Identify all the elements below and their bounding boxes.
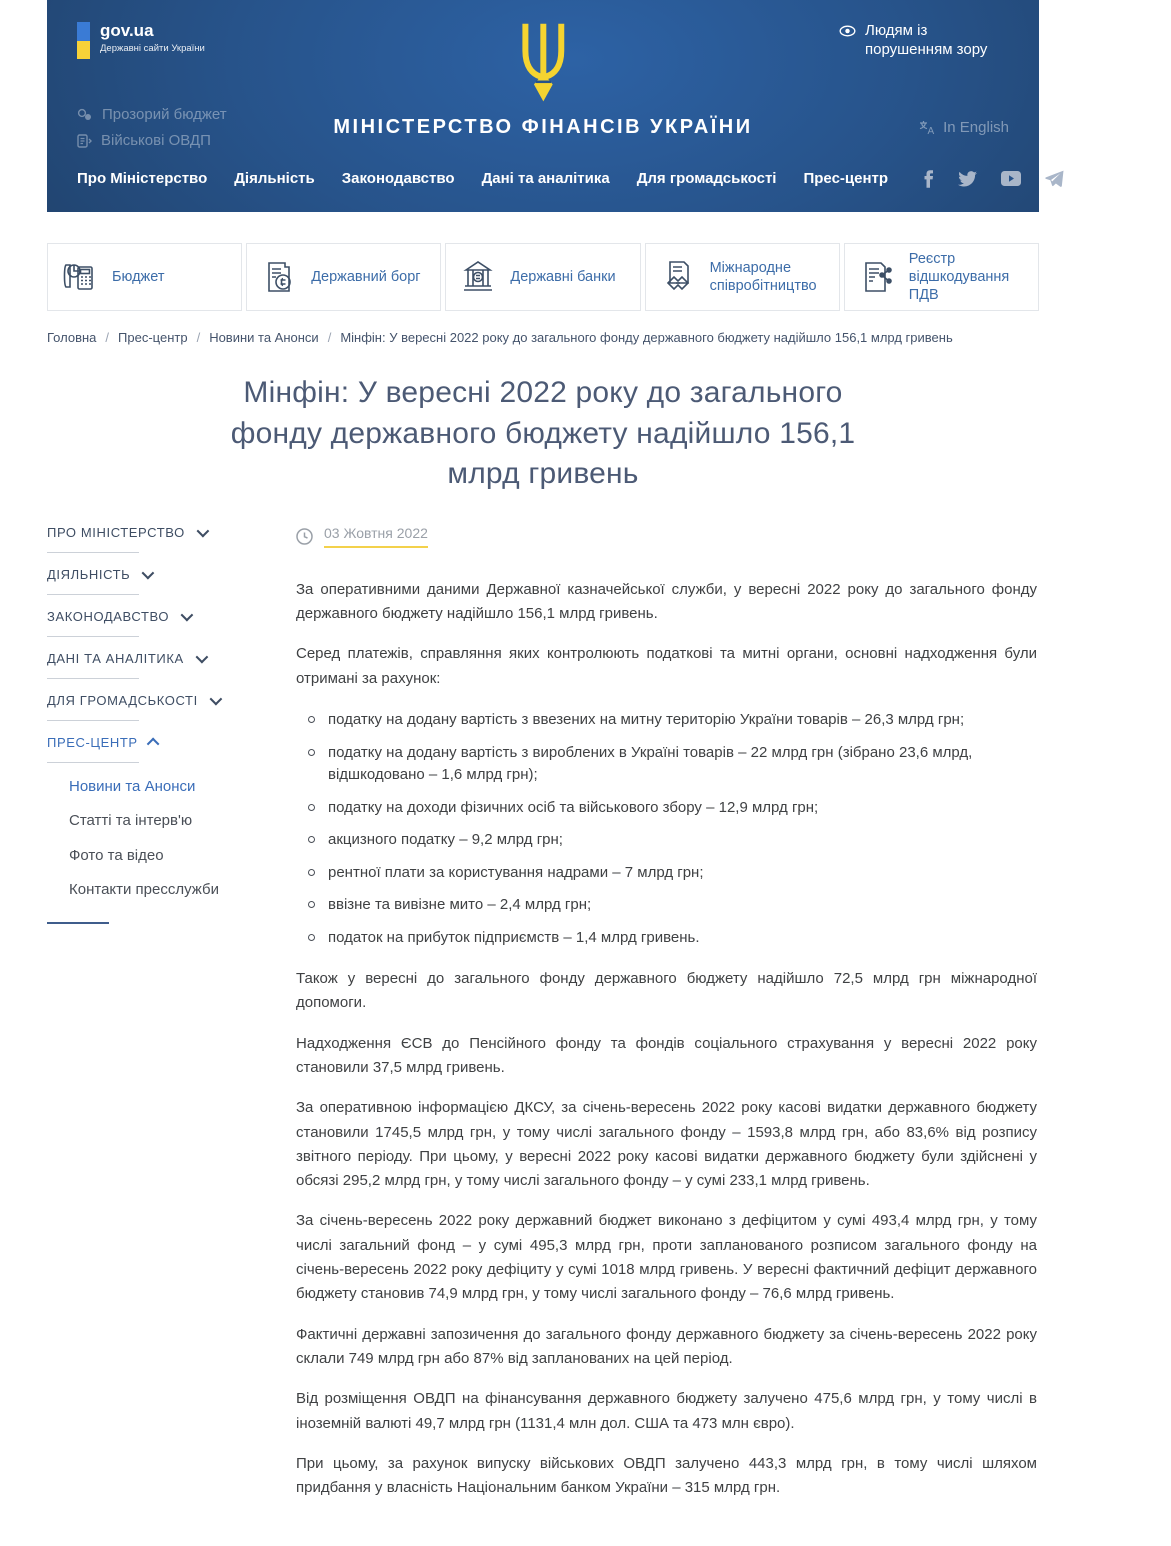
sidebar-divider xyxy=(47,636,139,637)
sidebar-divider xyxy=(47,552,139,553)
breadcrumb-separator: / xyxy=(327,330,332,346)
chevron-down-icon xyxy=(142,567,155,580)
submenu-item-news[interactable]: Новини та Анонси xyxy=(69,777,196,795)
bullet-icon xyxy=(308,836,315,843)
registry-share-icon xyxy=(857,257,897,297)
breadcrumb-separator: / xyxy=(196,330,201,346)
military-bonds-label: Військові ОВДП xyxy=(101,132,211,149)
submenu-item-articles[interactable]: Статті та інтерв'ю xyxy=(69,812,193,830)
ukraine-flag-icon xyxy=(77,22,90,59)
sidebar-divider xyxy=(47,678,139,679)
chevron-up-icon xyxy=(146,737,159,750)
nav-item-about[interactable]: Про Міністерство xyxy=(77,170,208,187)
list-item-text: акцизного податку – 9,2 млрд грн; xyxy=(328,831,563,849)
submenu-item-photo-video[interactable]: Фото та відео xyxy=(69,846,164,864)
article-paragraph: Фактичні державні запозичення до загального фонду державного бюджету за січень-вересень 2022 року склали 749 млрд грн або 87% від запланованих на цей період. xyxy=(296,1325,1037,1367)
gov-ua-logo[interactable] xyxy=(77,22,516,59)
list-item-text: податку на доходи фізичних осіб та військового збору – 12,9 млрд грн; xyxy=(328,798,819,816)
list-item xyxy=(308,742,1037,787)
page-title: Мінфін: У вересні 2022 року до загального фонду державного бюджету надійшло 156,1 млрд гривень xyxy=(230,376,856,491)
low-vision-icon xyxy=(839,24,856,38)
quick-link-international[interactable] xyxy=(645,243,840,311)
handshake-document-icon xyxy=(658,257,698,297)
bullet-icon xyxy=(308,716,315,723)
quick-link-label: Реєстр відшкодування ПДВ xyxy=(908,251,1010,304)
bullet-icon xyxy=(308,869,315,876)
nav-item-data-analytics[interactable]: Дані та аналітика xyxy=(481,170,610,187)
bullet-icon xyxy=(308,934,315,941)
quick-link-label: Державний борг xyxy=(311,269,421,286)
search-button[interactable] xyxy=(1096,169,1171,188)
submenu-item-press-contacts[interactable]: Контакти пресслужби xyxy=(69,881,219,899)
article-paragraph: Також у вересні до загального фонду державного бюджету надійшло 72,5 млрд грн міжнародної допомоги. xyxy=(296,970,1037,1012)
breadcrumb-separator: / xyxy=(105,330,110,346)
bullet-icon xyxy=(308,804,315,811)
sidebar-item-legislation[interactable] xyxy=(47,609,296,624)
sidebar-item-press-center[interactable] xyxy=(47,735,296,750)
chevron-down-icon xyxy=(196,525,209,538)
sidebar-item-label: ПРЕС-ЦЕНТР xyxy=(47,734,138,750)
article-paragraph: За оперативною інформацією ДКСУ, за січень-вересень 2022 року касові видатки державного бюджету становили 1745,5 млрд грн, у тому числі загального фонду – 1593,8 млрд грн, або 83,6% від розпису звітного періоду. При цьому, у вересні 2022 року касові видатки державного бюджету були здійснені у обсязі 295,2 млрд грн, у тому числі загального фонду – у сумі 233,1 млрд гривень. xyxy=(296,1099,1037,1190)
language-switch-link[interactable] xyxy=(919,119,1009,136)
nav-item-press-center[interactable]: Прес-центр xyxy=(803,170,889,187)
sidebar-divider xyxy=(47,762,139,763)
transparent-budget-label: Прозорий бюджет xyxy=(102,106,227,123)
article-paragraph: При цьому, за рахунок випуску військових ОВДП залучено 443,3 млрд грн, в тому числі шляхом придбання у власність Національним банком України – 315 млрд грн. xyxy=(296,1454,1037,1497)
translate-icon xyxy=(919,120,935,135)
debt-document-icon xyxy=(259,257,299,297)
nav-item-legislation[interactable]: Законодавство xyxy=(341,170,455,187)
quick-link-label: Державні банки xyxy=(510,269,616,286)
chevron-down-icon xyxy=(209,693,222,706)
publish-date: 03 Жовтня 2022 xyxy=(324,525,428,548)
article-body xyxy=(296,578,1039,1501)
sidebar-item-label: ДІЯЛЬНІСТЬ xyxy=(47,566,131,582)
breadcrumb-news[interactable]: Новини та Анонси xyxy=(209,330,319,346)
list-item xyxy=(308,829,1037,852)
clock-icon xyxy=(296,528,313,545)
bullet-icon xyxy=(308,901,315,908)
article-paragraph: За оперативними даними Державної казначейської служби, у вересні 2022 року до загального фонду державного бюджету надійшло 156,1 млрд гривень. xyxy=(296,580,1037,623)
sidebar-end-divider xyxy=(47,922,109,924)
calculator-icon xyxy=(60,257,100,297)
breadcrumb-home[interactable]: Головна xyxy=(47,330,97,346)
sidebar-item-public[interactable] xyxy=(47,693,296,708)
gov-ua-logo-subtitle: Державні сайти України xyxy=(100,42,205,54)
list-item xyxy=(308,894,1037,917)
svg-text:A: A xyxy=(927,126,935,137)
quick-link-label: Міжнародне співробітництво xyxy=(709,260,817,295)
sidebar-item-label: ПРО МІНІСТЕРСТВО xyxy=(47,524,185,540)
nav-item-public[interactable]: Для громадськості xyxy=(636,170,777,187)
article-paragraph: Серед платежів, справляння яких контролюють податкові та митні органи, основні надходження були отримані за рахунок: xyxy=(296,645,1037,687)
bonds-document-icon xyxy=(77,134,92,148)
list-item-text: податок на прибуток підприємств – 1,4 млрд гривень. xyxy=(328,928,700,946)
quick-link-vat-registry[interactable] xyxy=(844,243,1039,311)
list-item-text: податку на додану вартість з ввезених на митну територію України товарів – 26,3 млрд грн; xyxy=(328,711,965,729)
coins-icon xyxy=(77,108,93,122)
quick-link-state-banks[interactable] xyxy=(445,243,640,311)
quick-link-label: Бюджет xyxy=(112,269,165,286)
sidebar-divider xyxy=(47,720,139,721)
list-item xyxy=(308,797,1037,820)
transparent-budget-link[interactable] xyxy=(77,106,333,123)
list-item xyxy=(308,927,1037,950)
list-item-text: ввізне та вивізне мито – 2,4 млрд грн; xyxy=(328,896,592,914)
search-label: Пошук xyxy=(1123,170,1171,187)
quick-link-budget[interactable] xyxy=(47,243,242,311)
sidebar-item-label: ЗАКОНОДАВСТВО xyxy=(47,608,170,624)
list-item-text: рентної плати за користування надрами – 7 млрд грн; xyxy=(328,863,704,881)
accessibility-label: Людям із порушенням зору xyxy=(865,22,988,58)
sidebar-item-data-analytics[interactable] xyxy=(47,651,296,666)
sidebar-menu xyxy=(47,517,296,1517)
list-item-text: податку на додану вартість з вироблених в Україні товарів – 22 млрд грн (зібрано 23,6 млрд, відшкодовано – 1,6 млрд грн); xyxy=(328,743,973,784)
list-item xyxy=(308,709,1037,732)
gov-ua-logo-title: gov.ua xyxy=(100,21,154,40)
youtube-icon[interactable] xyxy=(1001,171,1021,186)
nav-item-activity[interactable]: Діяльність xyxy=(234,170,315,187)
military-bonds-link[interactable] xyxy=(77,132,333,149)
press-center-submenu xyxy=(69,777,296,900)
sidebar-item-about[interactable] xyxy=(47,525,296,540)
article xyxy=(296,517,1039,1517)
quick-link-state-debt[interactable] xyxy=(246,243,441,311)
accessibility-link[interactable] xyxy=(839,22,1009,60)
sidebar-item-label: ДЛЯ ГРОМАДСЬКОСТІ xyxy=(47,692,198,708)
breadcrumb xyxy=(47,330,1039,345)
article-paragraph: За січень-вересень 2022 року державний бюджет виконано з дефіцитом у сумі 493,4 млрд грн, у тому числі загальний фонд – у сумі 495,3 млрд грн, проти запланованого розписом загального фонду на січень-вересень 2022 року дефіциту у сумі 1018 млрд гривень. У вересні фактичний дефіцит державного бюджету становив 74,9 млрд грн, у тому числі загального фонду – 76,6 млрд гривень. xyxy=(296,1212,1037,1303)
search-icon xyxy=(1096,169,1115,188)
telegram-icon[interactable] xyxy=(1045,170,1064,187)
publish-date-row xyxy=(296,525,1039,548)
sidebar-divider xyxy=(47,594,139,595)
trident-emblem-icon xyxy=(516,22,571,104)
facebook-icon[interactable] xyxy=(923,170,934,188)
chevron-down-icon xyxy=(195,651,208,664)
main-navigation xyxy=(77,169,1171,188)
bank-icon xyxy=(458,257,498,297)
social-links xyxy=(923,170,1064,188)
bullet-icon xyxy=(308,749,315,756)
language-label: In English xyxy=(943,119,1009,136)
sidebar-item-label: ДАНІ ТА АНАЛІТИКА xyxy=(47,650,184,666)
breadcrumb-current-page: Мінфін: У вересні 2022 року до загального фонду державного бюджету надійшло 156,1 млрд гривень xyxy=(340,330,953,346)
article-paragraph: Від розміщення ОВДП на фінансування державного бюджету залучено 475,6 млрд грн, у тому числі в іноземній валюті 49,7 млрд грн (1131,4 млн дол. США та 473 млн євро). xyxy=(296,1390,1037,1432)
sidebar-item-activity[interactable] xyxy=(47,567,296,582)
article-paragraph: Надходження ЄСВ до Пенсійного фонду та фондів соціального страхування у вересні 2022 року становили 37,5 млрд гривень. xyxy=(296,1034,1037,1076)
revenue-bullet-list xyxy=(296,709,1037,949)
ministry-title[interactable]: МІНІСТЕРСТВО ФІНАНСІВ УКРАЇНИ xyxy=(333,116,753,138)
site-header xyxy=(47,0,1171,212)
quick-links-row xyxy=(47,243,1039,311)
list-item xyxy=(308,862,1037,885)
chevron-down-icon xyxy=(181,609,194,622)
twitter-icon[interactable] xyxy=(958,171,977,187)
breadcrumb-press-center[interactable]: Прес-центр xyxy=(118,330,188,346)
page-container xyxy=(47,0,1171,1546)
